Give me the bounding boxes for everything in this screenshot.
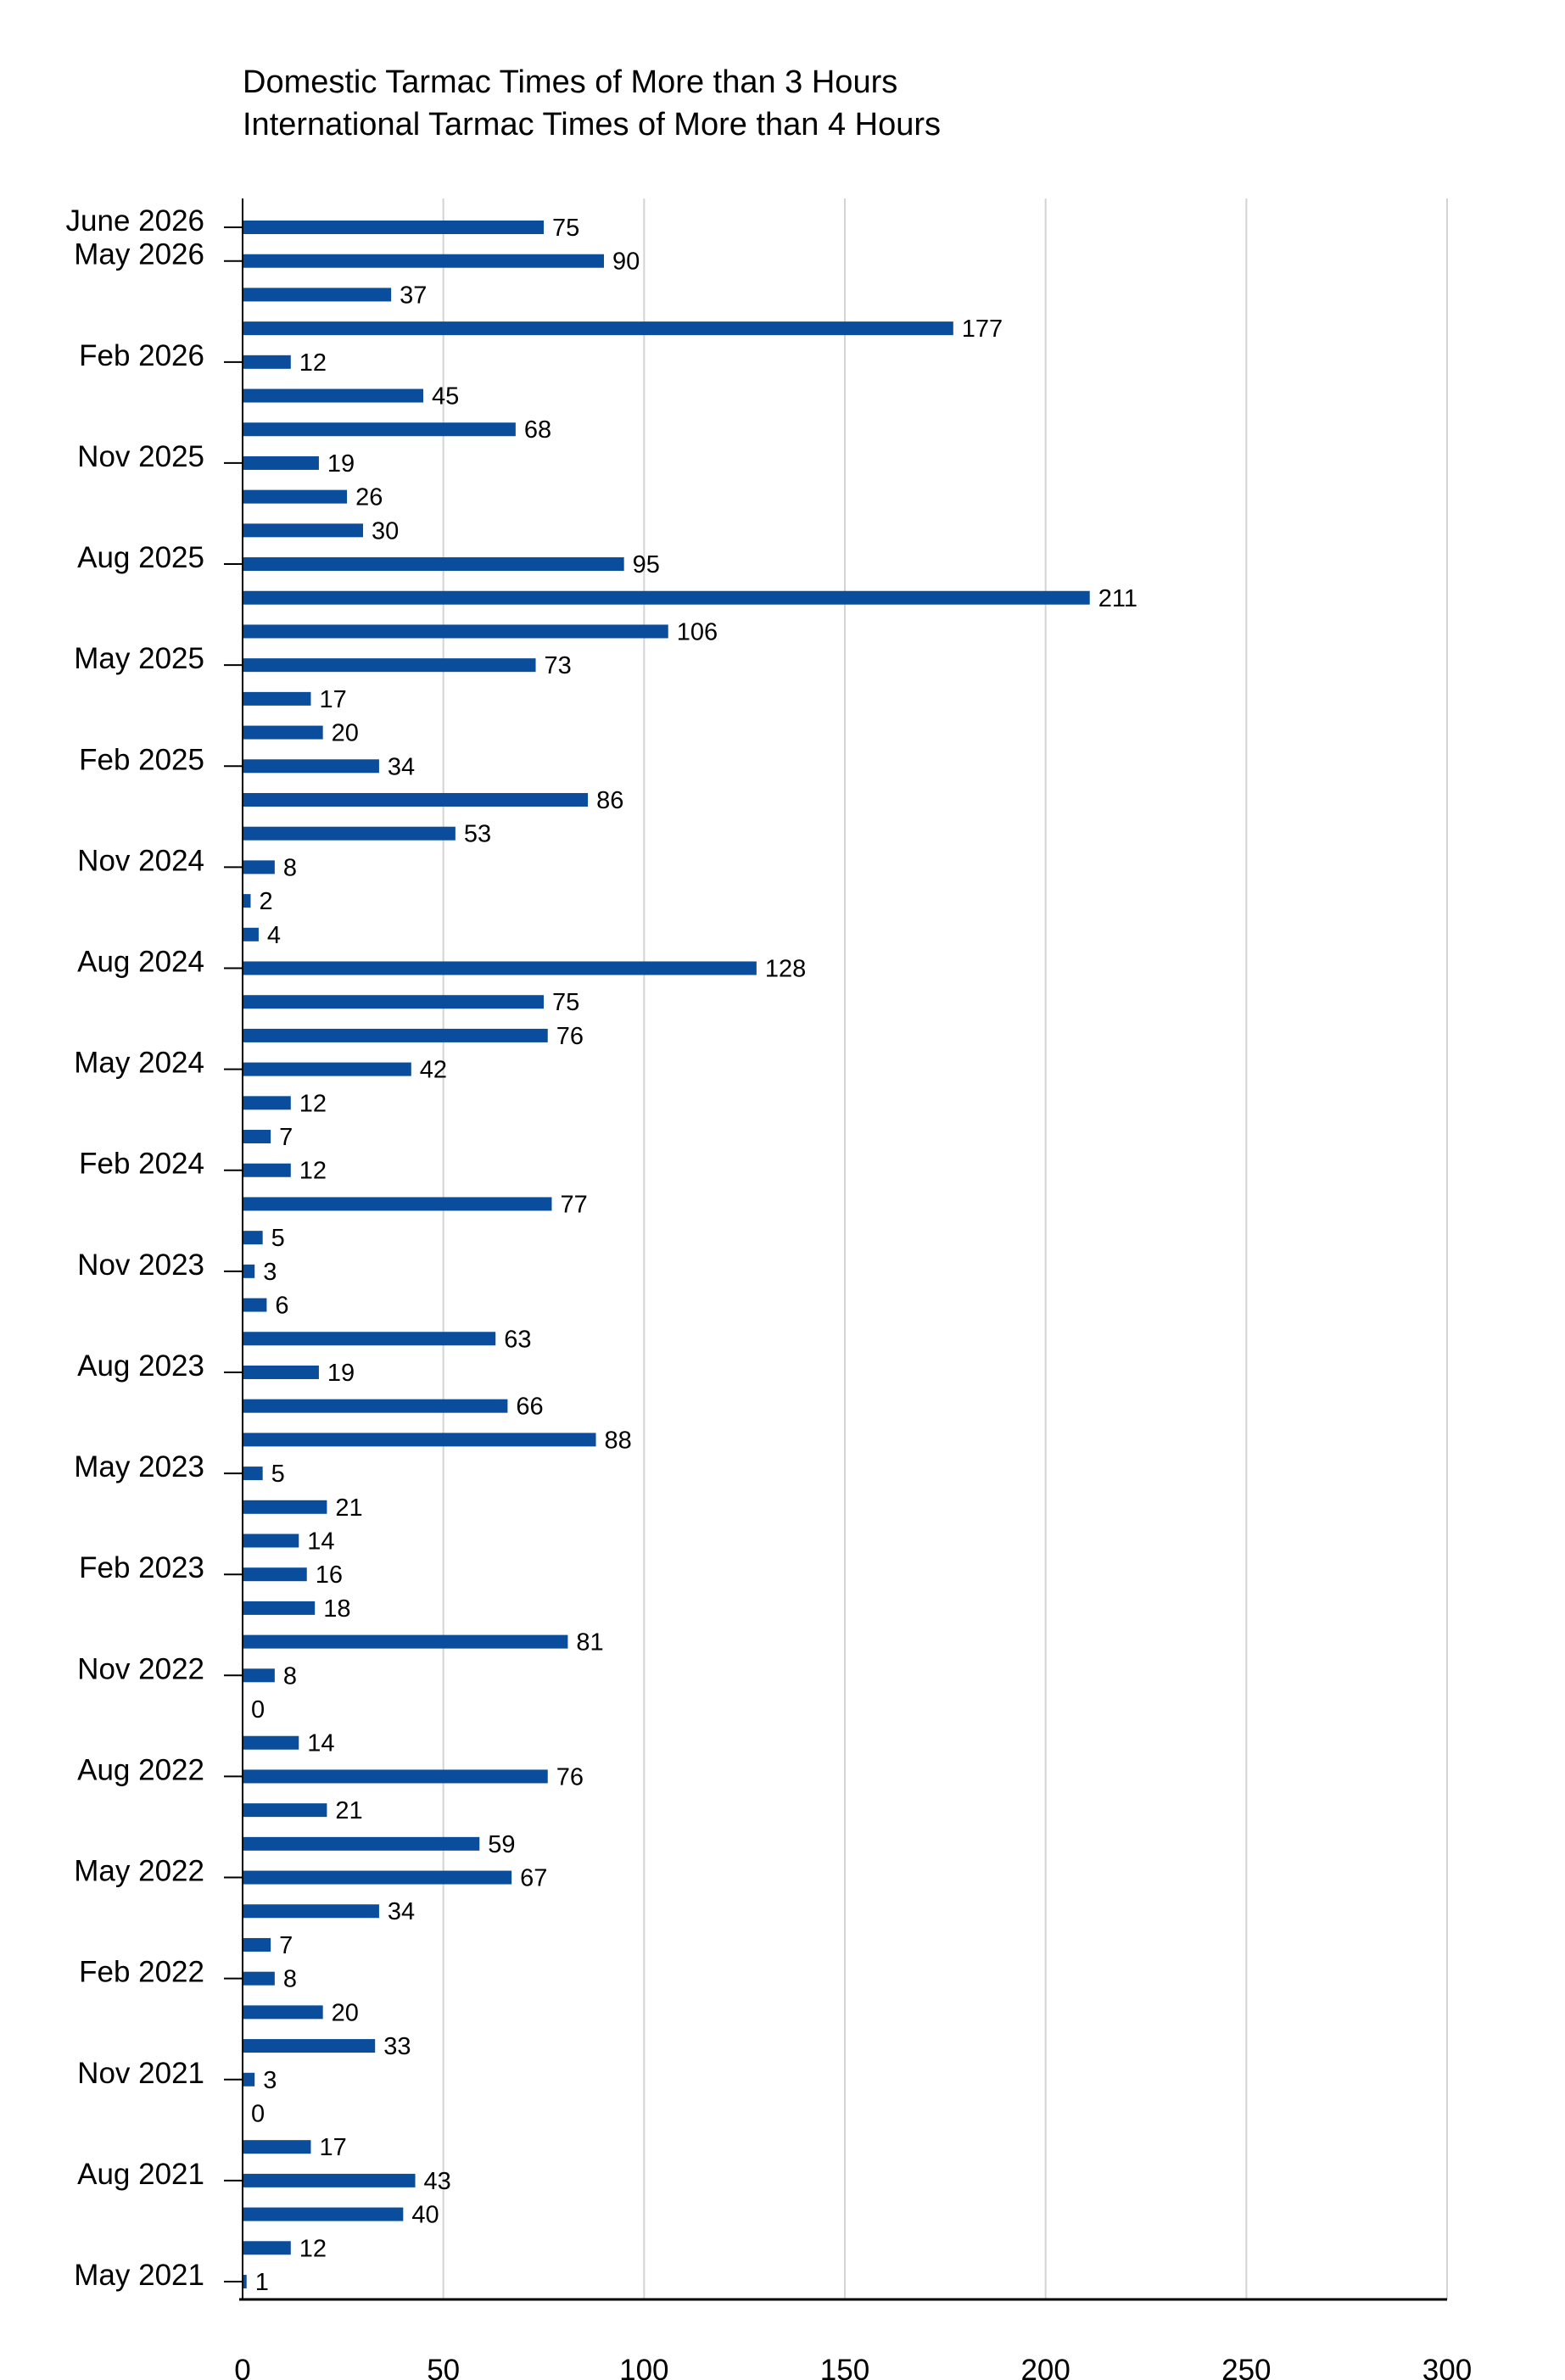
bar [243,2073,254,2087]
data-label: 21 [335,1494,363,1522]
data-label: 75 [552,215,580,242]
data-label: 21 [335,1797,363,1825]
bar [243,389,423,403]
x-tick-label: 100 [619,2354,669,2380]
data-label: 4 [266,921,282,949]
bar [243,1400,507,1413]
data-label: 42 [419,1056,448,1084]
y-category-label: Feb 2024 [79,1147,204,1181]
data-label: 45 [432,383,460,411]
x-tick-label: 50 [427,2354,461,2380]
data-label: 0 [251,1696,265,1724]
data-label: 7 [279,1931,293,1959]
y-category-label: Aug 2022 [77,1753,204,1787]
bar [243,557,624,571]
y-category-label: May 2021 [74,2259,204,2292]
bar [243,1130,271,1143]
y-category-label: May 2024 [74,1046,204,1080]
data-label: 106 [676,618,718,646]
data-label: 8 [282,1965,298,1993]
bar [243,928,259,941]
data-label: 5 [271,1225,285,1253]
data-label: 34 [387,753,416,781]
y-category-label: Feb 2025 [79,743,204,777]
bar [243,1871,511,1885]
bar [243,1938,271,1952]
data-label: 2 [259,888,273,916]
bar [243,1433,596,1446]
data-label: 66 [516,1393,544,1421]
data-label: 5 [271,1461,285,1489]
bar [243,1197,551,1210]
data-label: 3 [263,1258,277,1286]
y-category-label: Feb 2022 [79,1955,204,1989]
bar [243,2005,323,2019]
bar [243,726,323,740]
bar [243,1769,548,1783]
data-label: 20 [331,1999,359,2027]
bar [243,995,544,1008]
bar [243,2174,416,2187]
data-label: 81 [576,1629,604,1657]
data-label: 90 [612,248,640,276]
data-label: 12 [299,1157,327,1185]
bar [243,827,456,841]
y-category-label: June 2026 [65,204,204,237]
bar [243,221,544,234]
bar [243,490,347,504]
data-label: 59 [488,1830,516,1858]
bar [243,1063,411,1076]
bar [243,456,319,470]
data-label: 12 [299,1090,327,1118]
x-tick-label: 300 [1422,2354,1473,2380]
data-label: 34 [387,1898,416,1926]
data-label: 128 [764,955,807,983]
data-label: 37 [400,282,428,310]
data-label: 73 [544,652,572,680]
bar [243,591,1090,605]
bar [243,1231,263,1244]
bar [243,2039,375,2053]
bar [243,759,379,773]
x-axis [234,2299,1472,2380]
chart-title-line-2: International Tarmac Times of More than 4 Hours [243,107,942,142]
data-label: 211 [1098,584,1137,612]
bar [243,1635,567,1649]
bar [243,1668,275,1682]
bar [243,523,363,537]
x-tick-label: 200 [1020,2354,1070,2380]
data-label: 1 [254,2269,269,2296]
grid-lines [444,198,1447,2299]
y-category-label: Nov 2022 [77,1652,204,1686]
bar [243,1534,299,1547]
data-label: 77 [560,1191,588,1219]
bar [243,860,275,874]
data-label: 7 [279,1124,293,1152]
data-label: 14 [307,1729,335,1757]
data-label: 88 [604,1427,632,1455]
data-label: 177 [961,316,1003,344]
data-label: 43 [423,2167,451,2195]
data-label: 30 [372,517,400,545]
data-label: 18 [323,1595,351,1623]
data-label: 6 [275,1292,289,1320]
data-label: 0 [251,2100,265,2128]
bar [243,321,953,335]
bar [243,692,310,706]
data-label: 40 [411,2201,439,2229]
bar [243,1500,327,1514]
data-label: 8 [282,854,298,882]
y-category-label: Aug 2023 [77,1349,204,1383]
x-tick-label: 250 [1221,2354,1272,2380]
data-label: 19 [327,1359,355,1387]
bar [243,1467,263,1480]
bar [243,1803,327,1817]
data-labels [251,215,1137,2296]
y-category-label: Nov 2021 [77,2056,204,2090]
data-label: 20 [331,719,359,747]
data-label: 75 [552,989,580,1017]
data-label: 76 [556,1022,584,1050]
bar [243,2208,403,2221]
bar [243,1299,266,1312]
bars [243,221,1090,2288]
y-category-label: Nov 2023 [77,1248,204,1282]
data-label: 17 [319,2134,347,2162]
bar [243,1366,319,1379]
data-label: 19 [327,450,355,478]
bar [243,894,250,908]
bar [243,1164,291,1177]
chart-title-line-1: Domestic Tarmac Times of More than 3 Hours [243,64,898,100]
y-category-label: May 2026 [74,237,204,271]
bar [243,1972,275,1986]
data-label: 16 [315,1562,343,1589]
bar [243,422,516,436]
y-category-label: Aug 2021 [77,2157,204,2191]
data-label: 14 [307,1528,335,1556]
bar [243,1265,254,1278]
y-category-label: Aug 2025 [77,541,204,575]
bar [243,1567,307,1581]
y-category-label: Feb 2026 [79,338,204,372]
bar [243,254,604,268]
data-label: 12 [299,349,327,377]
data-label: 63 [504,1326,532,1354]
bar [243,793,588,807]
bar [243,288,391,301]
bar [243,1096,291,1109]
x-tick-label: 0 [234,2354,251,2380]
bar [243,962,757,975]
y-category-label: Nov 2025 [77,439,204,473]
y-category-label: May 2022 [74,1854,204,1888]
data-label: 68 [523,416,552,444]
bar [243,1601,315,1615]
bar [243,624,668,638]
bar [243,658,536,672]
y-category-label: Aug 2024 [77,945,204,979]
data-label: 53 [463,820,492,848]
y-category-label: May 2025 [74,642,204,676]
data-label: 8 [282,1662,298,1690]
data-label: 95 [632,551,660,579]
bar [243,2140,310,2154]
bar [243,1332,495,1345]
data-label: 3 [263,2066,277,2094]
data-label: 67 [520,1864,548,1892]
bar [243,355,291,369]
y-axis [66,198,243,2299]
bar [243,1736,299,1750]
bar [243,2241,291,2254]
data-label: 76 [556,1763,584,1791]
bar [243,1029,548,1042]
y-category-label: Feb 2023 [79,1551,204,1585]
data-label: 17 [319,685,347,713]
bar [243,1904,379,1918]
data-label: 86 [596,786,624,814]
x-tick-label: 150 [819,2354,870,2380]
data-label: 33 [383,2033,411,2061]
data-label: 12 [299,2235,327,2263]
data-label: 26 [355,483,383,511]
y-category-label: Nov 2024 [77,844,204,878]
y-category-label: May 2023 [74,1450,204,1484]
bar [243,1837,479,1851]
